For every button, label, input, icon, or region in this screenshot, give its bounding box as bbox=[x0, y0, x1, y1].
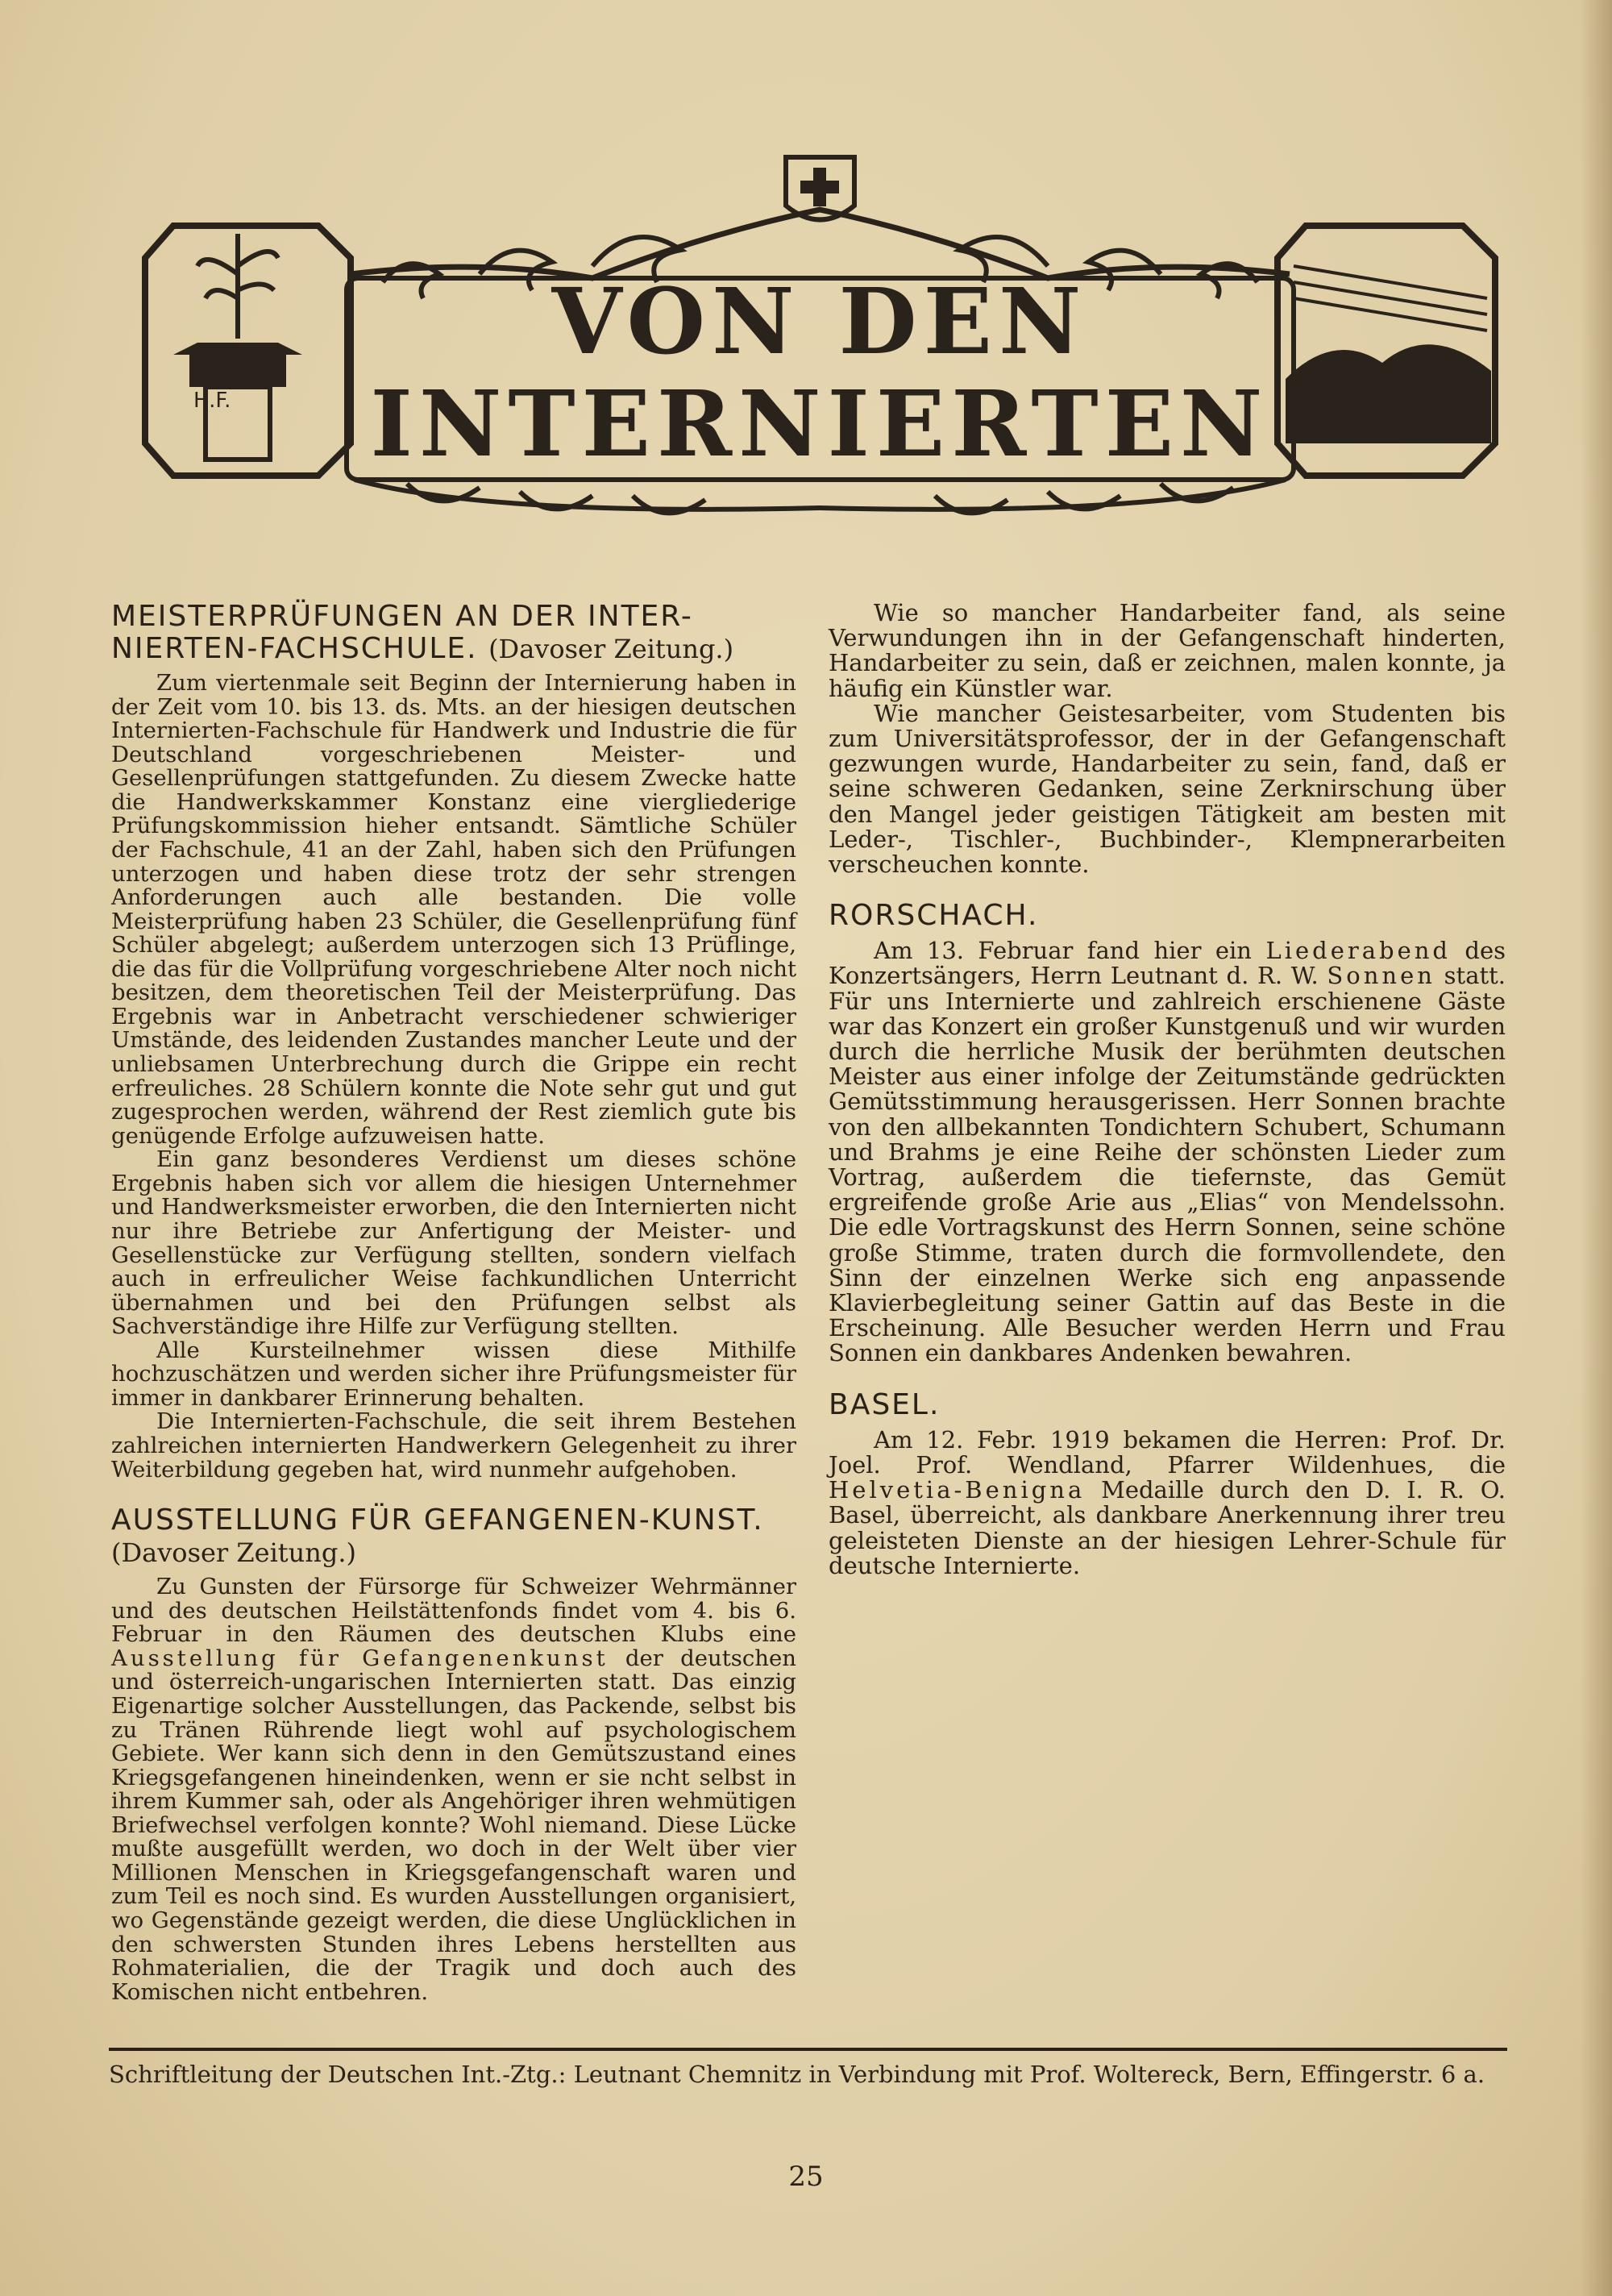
heading-text: AUSSTELLUNG FÜR GEFANGENEN-KUNST. bbox=[111, 1504, 764, 1537]
paragraph-text: Am 12. Febr. 1919 bekamen die Herren: Prof. Dr. Joel. Prof. Wendland, Pfarrer Wildenhues, die bbox=[829, 1425, 1506, 1479]
paragraph-text: Medaille durch den D. I. R. O. Basel, überreicht, als dankbare Anerkennung ihrer treu geleisteten Dienste an der hiesigen Lehrer-Schule für deutsche Internierte. bbox=[829, 1476, 1506, 1579]
right-column bbox=[829, 601, 1506, 1578]
paragraph bbox=[111, 1575, 796, 2004]
article-heading-meisterpruefungen bbox=[111, 601, 796, 665]
paragraph bbox=[829, 938, 1506, 1366]
masthead-monogram: H.F. bbox=[193, 389, 231, 413]
article-heading-ausstellung bbox=[111, 1504, 796, 1569]
masthead-ornament bbox=[141, 137, 1499, 540]
heading-text: MEISTERPRÜFUNGEN AN DER INTER-NIERTEN-FACHSCHULE. bbox=[111, 600, 693, 665]
paragraph: Alle Kursteilnehmer wissen diese Mithilfe hochzuschätzen und werden sicher ihre Prüfungsmeister für immer in dankbarer Erinnerung behalten. bbox=[111, 1337, 796, 1411]
editorial-footer: Schriftleitung der Deutschen Int.-Ztg.: Leutnant Chemnitz in Verbindung mit Prof. Woltereck, Bern, Effingerstr. 6 a. bbox=[109, 2061, 1485, 2088]
paragraph-text: der deutschen und österreich-ungarischen Internierten statt. Das einzig Eigenartige solcher Ausstellungen, das Packende, selbst bis zu Tränen Rührende liegt wohl auf psychologischem Gebiete. Wer kann sich denn in den Gemütszustand eines Kriegsgefangenen hineindenken, wenn er sie ncht selbst in ihrem Kummer sah, oder als Angehöriger ihren wehmütigen Briefwechsel verfolgen konnte? Wohl niemand. Diese Lücke mußte ausgefüllt werden, wo doch in der Welt über vier Millionen Menschen in Kriegsgefangenschaft waren und zum Teil es noch sind. Es wurden Ausstellungen organisiert, wo Gegenstände gezeigt werden, die diese Unglücklichen in den schwersten Stunden ihres Lebens herstellten aus Rohmaterialien, die der Tragik und doch auch des Komischen nicht entbehren. bbox=[111, 1645, 796, 2005]
paragraph: Die Internierten-Fachschule, die seit ihrem Bestehen zahlreichen internierten Handwerkern Gelegenheit zu ihrer Weiterbildung gegeben hat, wird nunmehr aufgehoben. bbox=[111, 1408, 796, 1483]
article-heading-basel: BASEL. bbox=[829, 1387, 941, 1421]
page-edge-shadow bbox=[1580, 0, 1612, 2296]
emphasized-text: Helvetia-Benigna bbox=[829, 1476, 1086, 1504]
paragraph-text: Zu Gunsten der Fürsorge für Schweizer Wehrmänner und des deutschen Heilstättenfonds findet vom 4. bis 6. Februar in den Räumen des deutschen Klubs eine bbox=[111, 1574, 796, 1648]
masthead-title-line1: VON DEN bbox=[551, 269, 1088, 375]
paragraph: Wie so mancher Handarbeiter fand, als seine Verwundungen ihn in der Gefangenschaft hinderten, Handarbeiter zu sein, daß er zeichnen, malen konnte, ja häufig ein Künstler war. bbox=[829, 599, 1506, 702]
emphasized-text: Sonnen bbox=[1327, 962, 1435, 990]
page-number: 25 bbox=[788, 2161, 824, 2193]
paragraph: Wie mancher Geistesarbeiter, vom Studenten bis zum Universitätsprofessor, der in der Gefangenschaft gezwungen wurde, Handarbeiter zu sein, fand, daß er seine schweren Gedanken, seine Zerknirschung über den Mangel jeder geistigen Tätigkeit am besten mit Leder-, Tischler-, Buchbinder-, Klempnerarbeiten verscheuchen konnte. bbox=[829, 699, 1506, 879]
emphasized-text: Liederabend bbox=[1265, 937, 1451, 965]
masthead-title-line2: INTERNIERTEN bbox=[370, 372, 1269, 477]
paragraph-text: des Konzertsängers, Herrn Leutnant d. R. W. bbox=[829, 937, 1506, 990]
article-heading-rorschach: RORSCHACH. bbox=[829, 899, 1039, 933]
paragraph-text: statt. Für uns Internierte und zahlreich erschienene Gäste war das Konzert ein großer Kunstgenuß und wir wurden durch die herrliche Musik der berühmten deutschen Meister aus einer infolge der Zeitumstände gedrückten Gemütsstimmung herausgerissen. Herr Sonnen brachte von den allbekannten Tondichtern Schubert, Schumann und Brahms je eine Reihe der schönsten Lieder zum Vortrag, außerdem die tiefernste, das Gemüt ergreifende große Arie aus „Elias“ von Mendelssohn. Die edle Vortragskunst des Herrn Sonnen, seine schöne große Stimme, traten durch die formvollendete, den Sinn der einzelnen Werke sich eng anpassende Klavierbegleitung seiner Gattin auf das Beste in die Erscheinung. Alle Besucher werden Herrn und Frau Sonnen ein dankbares Andenken bewahren. bbox=[829, 962, 1506, 1367]
heading-source: (Davoser Zeitung.) bbox=[488, 634, 734, 664]
paragraph: Zum viertenmale seit Beginn der Internierung haben in der Zeit vom 10. bis 13. ds. Mts. an der hiesigen deutschen Internierten-Fachschule für Handwerk und Industrie die für Deutschland vorgeschriebenen Meister- und Gesellenprüfungen stattgefunden. Zu diesem Zwecke hatte die Handwerkskammer Konstanz eine viergliederige Prüfungskommission hieher entsandt. Sämtliche Schüler der Fachschule, 41 an der Zahl, haben sich den Prüfungen unterzogen und haben diese trotz der sehr strengen Anforderungen auch alle bestanden. Die volle Meisterprüfung haben 23 Schüler, die Gesellenprüfung fünf Schüler abgelegt; außerdem unterzogen sich 13 Prüflinge, die das für die Vollprüfung vorgeschriebene Alter noch nicht besitzen, dem theoretischen Teil der Meisterprüfung. Das Ergebnis war in Anbetracht verschiedener schwieriger Umstände, des leidenden Zustandes mancher Leute und der unliebsamen Unterbrechung durch die Grippe ein recht erfreuliches. 28 Schülern konnte die Note sehr gut und gut zugesprochen werden, während der Rest ziemlich gute bis genügende Erfolge aufzuweisen hatte. bbox=[111, 670, 796, 1149]
paragraph bbox=[829, 1425, 1506, 1579]
emphasized-text: Ausstellung für Gefangenenkunst bbox=[111, 1645, 609, 1671]
heading-source: (Davoser Zeitung.) bbox=[111, 1537, 357, 1569]
left-column bbox=[111, 601, 796, 2004]
paragraph-text: Am 13. Februar fand hier ein bbox=[874, 937, 1252, 965]
footer-rule bbox=[109, 2048, 1507, 2051]
paragraph: Ein ganz besonderes Verdienst um dieses schöne Ergebnis haben sich vor allem die hiesigen Unternehmer und Handwerksmeister erworben, die den Internierten nicht nur ihre Betriebe zur Anfertigung der Meister- und Gesellenstücke zur Verfügung stellten, sondern vielfach auch in erfreulicher Weise fachkundlichen Unterricht übernahmen und bei den Prüfungen selbst als Sachverständige ihre Hilfe zur Verfügung stellten. bbox=[111, 1146, 796, 1340]
